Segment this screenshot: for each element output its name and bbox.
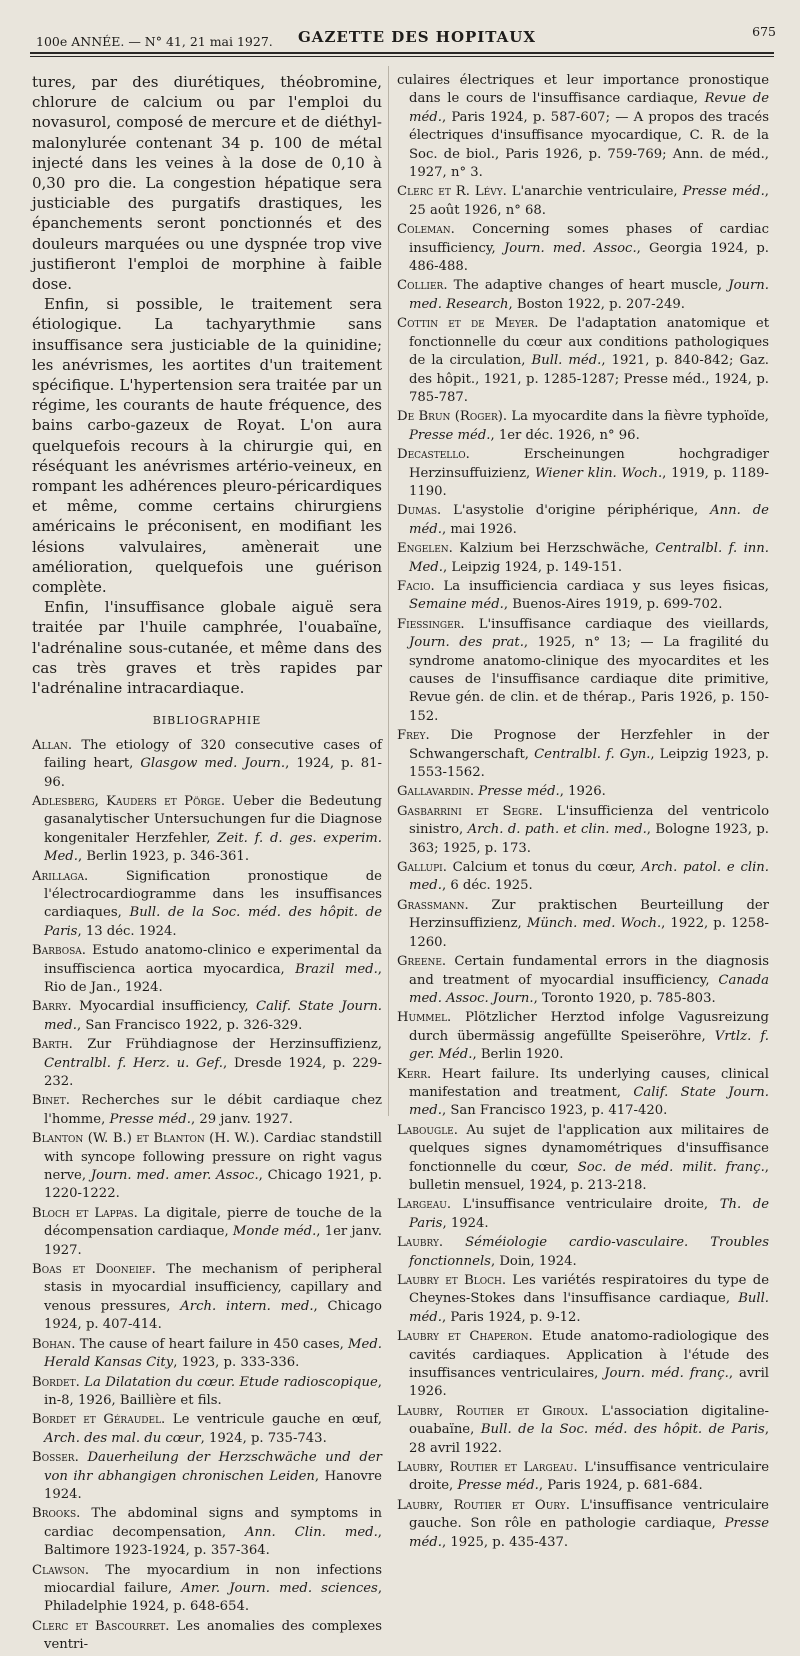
bibliography-entry bbox=[32, 1374, 382, 1411]
entry-tail: , Baltimore 1923-1924, p. 357-364. bbox=[44, 1524, 382, 1559]
entry-source: Bull. méd. bbox=[409, 1291, 769, 1325]
entry-text: De l'adaptation anatomique et fonctionnelle du cœur aux conditions pathologiques de la circulation, bbox=[409, 316, 769, 369]
entry-tail: , 1er janv. 1927. bbox=[44, 1224, 382, 1258]
entry-source: Centralbl. f. Herz. u. Gef. bbox=[44, 1055, 223, 1071]
entry-author: Gallupi. bbox=[397, 860, 447, 876]
column-divider bbox=[388, 66, 389, 1116]
header-rule bbox=[30, 52, 774, 54]
bibliography-entry bbox=[32, 1618, 382, 1655]
entry-text: Etude anatomo-radiologique des cavités cardiaques. Application à l'étude des insuffisances ventriculaires, bbox=[409, 1329, 770, 1382]
entry-source: Journ. des prat. bbox=[409, 635, 524, 651]
entry-text: La myocardite dans la fièvre typhoïde, bbox=[507, 409, 769, 425]
bibliography-entry bbox=[32, 868, 382, 942]
entry-author: Decastello. bbox=[397, 447, 470, 463]
left-column bbox=[32, 72, 382, 1656]
entry-source: Centralbl. f. inn. Med. bbox=[409, 541, 769, 575]
bibliography-entry bbox=[397, 953, 769, 1008]
entry-text: The myocardium in non infections miocardial failure, bbox=[44, 1562, 382, 1596]
entry-source: Presse méd. bbox=[478, 784, 560, 800]
bibliography-entry bbox=[32, 998, 382, 1035]
bibliography-entry bbox=[397, 221, 769, 276]
entry-author: Laubry, Routier et Largeau. bbox=[397, 1460, 578, 1476]
entry-author: Adlesberg, Kauders et Pörge. bbox=[32, 793, 226, 809]
entry-source: Journ. méd. franç. bbox=[604, 1366, 729, 1382]
entry-source: Semaine méd. bbox=[409, 597, 504, 613]
bibliography-entry bbox=[397, 502, 769, 539]
entry-source: Glasgow med. Journ. bbox=[140, 756, 286, 772]
bibliography-entry bbox=[32, 1130, 382, 1204]
entry-tail: , Rio de Jan., 1924. bbox=[44, 961, 382, 995]
entry-author: Brooks. bbox=[32, 1506, 81, 1522]
entry-tail: , Buenos-Aires 1919, p. 699-702. bbox=[503, 597, 723, 613]
entry-source: Journ. med. Research bbox=[409, 278, 769, 312]
bibliography-entry bbox=[397, 277, 769, 314]
entry-tail: , Leipzig 1924, p. 149-151. bbox=[442, 559, 623, 575]
entry-source: Bull. de la Soc. méd. des hôpit. de Paris bbox=[480, 1422, 765, 1438]
entry-author: Barbosa. bbox=[32, 943, 86, 959]
entry-text: Les variétés respiratoires du type de Cheynes-Stokes dans l'insuffisance cardiaque, bbox=[409, 1273, 770, 1307]
entry-source: Arch. des mal. du cœur bbox=[44, 1430, 201, 1446]
entry-author: Boas et Dooneief. bbox=[32, 1262, 156, 1278]
bibliography-entry bbox=[397, 1122, 769, 1196]
bibliography-entry bbox=[397, 1234, 769, 1271]
entry-source: Monde méd. bbox=[232, 1224, 317, 1240]
entry-text: L'insuffisance ventriculaire droite, bbox=[451, 1197, 720, 1213]
header-rule-thin bbox=[30, 56, 774, 57]
entry-author: Allan. bbox=[32, 737, 73, 753]
entry-author: Clerc et Bascourret. bbox=[32, 1618, 170, 1634]
entry-source: Brazil med. bbox=[295, 961, 378, 977]
entry-text: L'insuffisance ventriculaire gauche. Son rôle en pathologie cardiaque, bbox=[409, 1497, 769, 1532]
entry-tail: , 1924. bbox=[442, 1215, 489, 1231]
entry-author: Barth. bbox=[32, 1037, 73, 1053]
bibliography-entry bbox=[397, 1272, 769, 1327]
entry-author: Laubry. bbox=[397, 1235, 444, 1251]
entry-author: Laubry et Bloch. bbox=[397, 1273, 507, 1288]
entry-author: Facio. bbox=[397, 578, 435, 594]
entry-author: Gallavardin. bbox=[397, 784, 475, 800]
entry-text: L'association digitaline-ouabaïne, bbox=[409, 1403, 769, 1438]
entry-tail: , Bologne 1923, p. 363; 1925, p. 173. bbox=[409, 822, 769, 856]
entry-author: Engelen. bbox=[397, 541, 453, 557]
entry-tail: , 1924, p. 735-743. bbox=[200, 1430, 327, 1446]
entry-tail: , avril 1926. bbox=[409, 1366, 770, 1400]
body-paragraph: tures, par des diurétiques, théobromine, chlorure de calcium ou par l'emploi du novasurol, composé de mercure et de diéthyl-malonylurée contenant 34 p. 100 de métal injecté dans les veines à la dose de 0,10 à 0,30 pro die. La congestion hépatique sera justiciable des purgatifs drastiques, les épanchements seront ponctionnés et des douleurs marquées ou une dyspnée trop vive justifieront l'emploi de morphine à faible dose. bbox=[32, 73, 382, 294]
bibliography-entry bbox=[32, 1092, 382, 1129]
entry-text: Recherches sur le débit cardiaque chez l'homme, bbox=[44, 1093, 382, 1127]
entry-author: De Brun (Roger). bbox=[397, 409, 508, 425]
entry-author: Clawson. bbox=[32, 1562, 90, 1578]
entry-tail: , in-8, 1926, Baillière et fils. bbox=[44, 1374, 382, 1408]
entry-source: Münch. med. Woch. bbox=[526, 916, 662, 932]
entry-text: Kalzium bei Herzschwäche, bbox=[452, 541, 656, 557]
bibliography-entry bbox=[397, 315, 769, 407]
entry-tail: , 1919, p. 1189-1190. bbox=[409, 465, 769, 499]
entry-source: Bull. méd. bbox=[531, 353, 602, 369]
entry-source: Séméiologie cardio-vasculaire. Troubles fonctionnels bbox=[409, 1235, 769, 1269]
journal-title: GAZETTE DES HOPITAUX bbox=[298, 28, 537, 46]
entry-tail: , 1926. bbox=[559, 784, 606, 800]
bibliography-entry bbox=[32, 942, 382, 997]
bibliography-entry bbox=[397, 72, 769, 182]
entry-author: Barry. bbox=[32, 999, 72, 1015]
entry-author: Bloch et Lappas. bbox=[32, 1205, 138, 1221]
entry-author: Kerr. bbox=[397, 1066, 432, 1082]
bibliography-entry bbox=[32, 1336, 382, 1373]
entry-tail: , 1925, p. 435-437. bbox=[441, 1534, 569, 1550]
bibliography-entry bbox=[32, 1411, 382, 1448]
bibliography-entry bbox=[32, 1036, 382, 1091]
bibliography-entry bbox=[397, 1328, 769, 1402]
entry-author: Greene. bbox=[397, 954, 447, 970]
entry-tail: , mai 1926. bbox=[441, 521, 517, 537]
entry-tail: , Chicago 1921, p. 1220-1222. bbox=[44, 1168, 382, 1202]
entry-text: culaires électriques et leur importance pronostique dans le cours de l'insuffisance cardiaque, bbox=[397, 73, 769, 107]
entry-text: La insufficiencia cardiaca y sus leyes fisicas, bbox=[434, 578, 769, 594]
entry-source: Journ. med. Assoc. bbox=[503, 240, 637, 256]
entry-author: Dumas. bbox=[397, 503, 442, 519]
entry-tail: , Hanovre 1924. bbox=[44, 1468, 382, 1502]
entry-source: Calif. State Journ. med. bbox=[409, 1084, 769, 1119]
entry-author: Bosser. bbox=[32, 1450, 79, 1466]
entry-source: Bull. de la Soc. méd. des hôpit. de Paris bbox=[44, 905, 382, 939]
bibliography-entry bbox=[32, 1205, 382, 1260]
bibliography-entry bbox=[32, 1261, 382, 1335]
entry-text: Ueber die Bedeutung gasanalytischer Untersuchungen fur die Diagnose kongenitaler Herzfehler, bbox=[44, 793, 382, 846]
bibliography-entry bbox=[397, 1497, 769, 1552]
bibliography-entry bbox=[397, 859, 769, 896]
entry-text: Les anomalies des complexes ventri- bbox=[44, 1618, 383, 1653]
issue-info: 100e ANNÉE. — N° 41, 21 mai 1927. bbox=[36, 34, 273, 49]
entry-author: Cottin et de Meyer. bbox=[397, 316, 539, 332]
bibliography-entry bbox=[397, 578, 769, 615]
bibliography-entry bbox=[397, 803, 769, 858]
entry-text: L'insufficienza del ventricolo sinistro, bbox=[409, 803, 770, 838]
entry-author: Bordet et Géraudel. bbox=[32, 1412, 166, 1428]
entry-author: Arillaga. bbox=[32, 868, 89, 884]
entry-tail: , 1925, n° 13; — La fragilité du syndrome anatomo-clinique des myocardites et les causes de l'insuffisance cardiaque dite primitive, Revue gén. de clin. et de thérap., Paris 1926, p. 150-152. bbox=[409, 635, 769, 724]
bibliography-entry bbox=[397, 1403, 769, 1458]
entry-source: Ann. de méd. bbox=[409, 503, 769, 537]
entry-source: Presse méd. bbox=[409, 427, 491, 443]
entry-tail: , 13 déc. 1924. bbox=[77, 923, 177, 939]
entry-text: The etiology of 320 consecutive cases of failing heart, bbox=[44, 737, 382, 772]
page-header bbox=[36, 22, 776, 48]
entry-text: Le ventricule gauche en œuf, bbox=[165, 1412, 382, 1428]
entry-source: Presse méd. bbox=[682, 184, 765, 200]
entry-source: Med. Herald Kansas City bbox=[44, 1336, 382, 1371]
entry-source: Zeit. f. d. ges. experim. Med. bbox=[44, 830, 382, 865]
entry-source: Revue de méd. bbox=[409, 91, 769, 125]
entry-tail: , 25 août 1926, n° 68. bbox=[409, 184, 769, 218]
body-paragraph: Enfin, l'insuffisance globale aiguë sera traitée par l'huile camphrée, l'ouabaïne, l'adrénaline sous-cutanée, et même dans des cas très graves et très rapides par l'adrénaline intracardiaque. bbox=[32, 598, 382, 698]
entry-text: The adaptive changes of heart muscle, bbox=[447, 278, 729, 294]
entry-text: La digitale, pierre de touche de la décompensation cardiaque, bbox=[44, 1205, 382, 1240]
entry-text: L'insuffisance ventriculaire droite, bbox=[409, 1460, 769, 1494]
entry-author: Blanton (W. B.) et Blanton (H. W.). bbox=[32, 1131, 260, 1147]
bibliography-entry bbox=[397, 1009, 769, 1064]
entry-tail: , Paris 1924, p. 681-684. bbox=[538, 1478, 703, 1494]
entry-tail: , 6 déc. 1925. bbox=[441, 878, 533, 894]
entry-text: The mechanism of peripheral stasis in myocardial insufficiency, capillary and venous pressures, bbox=[44, 1262, 383, 1314]
entry-source: Journ. med. amer. Assoc. bbox=[90, 1168, 259, 1184]
bibliography-entry bbox=[397, 183, 769, 220]
entry-source: Arch. intern. med. bbox=[180, 1298, 314, 1314]
bibliography-entry bbox=[397, 1066, 769, 1121]
entry-source: Calif. State Journ. med. bbox=[44, 999, 382, 1033]
entry-text: Estudo anatomo-clinico e experimental da insuffiscienca aortica myocardica, bbox=[44, 943, 382, 977]
entry-tail: , Philadelphie 1924, p. 648-654. bbox=[44, 1580, 383, 1615]
body-paragraph: Enfin, si possible, le traitement sera étiologique. La tachyarythmie sans insuffisance sera justiciable de la quinidine; les anévrismes, les aortites d'un traitement spécifique. L'hypertension sera traitée par un régime, les courants de haute fréquence, des bains carbo-gazeux de Royat. L'on aura quelquefois recours à la chirurgie qui, en réséquant les anévrismes artério-veineux, en rompant les adhérences pleuro-péricardiques et même, comme certains chirurgiens américains le préconisent, en modifiant les lésions valvulaires, amènerait une amélioration, quelquefois une guérison complète. bbox=[32, 295, 382, 597]
entry-tail: , Berlin 1923, p. 346-361. bbox=[77, 849, 250, 865]
entry-author: Frey. bbox=[397, 728, 430, 744]
entry-source: Presse méd. bbox=[457, 1478, 539, 1494]
bibliography-entry bbox=[32, 737, 382, 792]
bibliography-entry bbox=[32, 793, 382, 867]
bibliography-entry bbox=[32, 1449, 382, 1504]
entry-source: Vrtlz. f. ger. Méd. bbox=[409, 1028, 769, 1063]
entry-tail: , 1923, p. 333-336. bbox=[173, 1355, 300, 1371]
entry-text bbox=[79, 1450, 88, 1465]
entry-source: Centralbl. f. Gyn. bbox=[534, 746, 651, 762]
bibliography-entry bbox=[397, 540, 769, 577]
bibliography-heading: BIBLIOGRAPHIE bbox=[152, 714, 262, 728]
right-column bbox=[397, 72, 769, 1553]
entry-author: Clerc et R. Lévy. bbox=[397, 184, 507, 200]
entry-author: Laubry et Chaperon. bbox=[397, 1329, 533, 1345]
bibliography-entry bbox=[397, 616, 769, 726]
entry-author: Gasbarrini et Segre. bbox=[397, 803, 543, 819]
entry-author: Largeau. bbox=[397, 1197, 452, 1213]
entry-text: Erscheinungen hochgradiger Herzinsuffuizienz, bbox=[409, 447, 769, 481]
entry-source: Wiener klin. Woch. bbox=[534, 465, 663, 481]
bibliography-entry bbox=[397, 408, 769, 445]
entry-author: Laubry, Routier et Oury. bbox=[397, 1497, 570, 1513]
entry-tail: , San Francisco 1922, p. 326-329. bbox=[76, 1017, 303, 1033]
entry-text: The cause of heart failure in 450 cases, bbox=[75, 1336, 349, 1352]
entry-text: Zur praktischen Beurteillung der Herzinsuffizienz, bbox=[409, 897, 769, 932]
entry-text: Calcium et tonus du cœur, bbox=[446, 860, 642, 876]
bibliography-entry bbox=[32, 1505, 382, 1560]
entry-text bbox=[443, 1235, 465, 1250]
entry-tail: , Dresde 1924, p. 229-232. bbox=[44, 1055, 382, 1090]
bibliography-entry bbox=[397, 897, 769, 952]
entry-text: Heart failure. Its underlying causes, clinical manifestation and treatment, bbox=[409, 1066, 769, 1100]
entry-text: Signification pronostique de l'électrocardiogramme dans les insuffisances cardiaques, bbox=[44, 868, 382, 921]
entry-author: Coleman. bbox=[397, 222, 455, 238]
entry-source: Th. de Paris bbox=[409, 1197, 770, 1231]
entry-tail: , Doin, 1924. bbox=[490, 1253, 577, 1269]
entry-text: Myocardial insufficiency, bbox=[71, 999, 257, 1015]
entry-tail: , Georgia 1924, p. 486-488. bbox=[409, 240, 769, 275]
entry-tail: , Paris 1924, p. 9-12. bbox=[441, 1309, 581, 1325]
entry-text: L'asystolie d'origine périphérique, bbox=[441, 503, 711, 519]
entry-source: Arch. d. path. et clin. med. bbox=[467, 822, 647, 838]
entry-source: Dauerheilung der Herzschwäche und der von ihr abhangigen chronischen Leiden bbox=[44, 1450, 382, 1484]
entry-text: Cardiac standstill with syncope following pressure on right vagus nerve, bbox=[44, 1131, 382, 1184]
entry-source: Canada med. Assoc. Journ. bbox=[409, 972, 769, 1006]
entry-author: Bordet. bbox=[32, 1374, 80, 1390]
bibliography-entry bbox=[397, 1459, 769, 1496]
entry-text: Concerning somes phases of cardiac insufficiency, bbox=[409, 222, 769, 256]
entry-source: Arch. patol. e clin. med. bbox=[409, 860, 769, 894]
entry-author: Binet. bbox=[32, 1093, 70, 1109]
bibliography-entry bbox=[397, 783, 769, 801]
bibliography-entry bbox=[397, 446, 769, 501]
entry-text: L'insuffisance cardiaque des vieillards, bbox=[464, 616, 769, 632]
entry-author: Collier. bbox=[397, 278, 448, 294]
entry-text: L'anarchie ventriculaire, bbox=[506, 184, 683, 200]
entry-source: Amer. Journ. med. sciences bbox=[181, 1580, 378, 1596]
entry-author: Labougle. bbox=[397, 1122, 458, 1138]
entry-tail: , 1922, p. 1258-1260. bbox=[409, 916, 769, 950]
entry-text: Au sujet de l'application aux militaires de quelques signes dynamométriques d'insuffisance fonctionnelle du cœur, bbox=[409, 1122, 769, 1175]
entry-author: Bohan. bbox=[32, 1336, 76, 1352]
entry-source: Soc. de méd. milit. franç. bbox=[577, 1159, 765, 1175]
bibliography-entry bbox=[397, 727, 769, 782]
entry-source: La Dilatation du cœur. Etude radioscopique bbox=[84, 1374, 378, 1390]
entry-tail: , Chicago 1924, p. 407-414. bbox=[44, 1298, 382, 1333]
entry-tail: , 1924, p. 81-96. bbox=[44, 756, 382, 790]
entry-tail: , bulletin mensuel, 1924, p. 213-218. bbox=[409, 1159, 769, 1193]
entry-text: Die Prognose der Herzfehler in der Schwangerschaft, bbox=[409, 728, 769, 762]
entry-text: Plötzlicher Herztod infolge Vagusreizung durch übermässig angefüllte Speiseröhre, bbox=[409, 1010, 769, 1044]
entry-tail: , Paris 1924, p. 587-607; — A propos des tracés électriques d'insuffisance myocardique, C. R. de la Soc. de biol., Paris 1926, p. 759-769; Ann. de méd., 1927, n° 3. bbox=[409, 109, 769, 181]
entry-tail: , Berlin 1920. bbox=[472, 1047, 564, 1063]
entry-tail: , 1er déc. 1926, n° 96. bbox=[490, 427, 640, 443]
entry-author: Hummel. bbox=[397, 1010, 452, 1026]
bibliography-list-right bbox=[397, 72, 769, 1552]
entry-author: Laubry, Routier et Giroux. bbox=[397, 1403, 589, 1419]
entry-source: Ann. Clin. med. bbox=[245, 1524, 378, 1540]
page-number: 675 bbox=[752, 24, 776, 39]
entry-tail: , Leipzig 1923, p. 1553-1562. bbox=[409, 746, 769, 781]
bibliography-entry bbox=[32, 1562, 382, 1617]
bibliography-list-left bbox=[32, 737, 382, 1655]
entry-tail: , 29 janv. 1927. bbox=[190, 1111, 293, 1127]
entry-tail: , Toronto 1920, p. 785-803. bbox=[533, 990, 716, 1006]
entry-text: Certain fundamental errors in the diagnosis and treatment of myocardial insufficiency, bbox=[409, 954, 769, 988]
entry-source: Presse méd. bbox=[409, 1516, 769, 1550]
entry-text: The abdominal signs and symptoms in cardiac decompensation, bbox=[44, 1506, 382, 1540]
entry-author: Fiessinger. bbox=[397, 616, 465, 632]
entry-tail: , Boston 1922, p. 207-249. bbox=[508, 296, 685, 312]
entry-text: Zur Frühdiagnose der Herzinsuffizienz, bbox=[72, 1037, 382, 1053]
entry-source: Presse méd. bbox=[109, 1111, 191, 1127]
entry-tail: , 1921, p. 840-842; Gaz. des hôpit., 1921, p. 1285-1287; Presse méd., 1924, p. 785-787. bbox=[409, 353, 769, 405]
entry-author: Grassmann. bbox=[397, 897, 469, 913]
bibliography-entry bbox=[397, 1196, 769, 1233]
entry-tail: , 28 avril 1922. bbox=[409, 1422, 770, 1456]
entry-tail: , San Francisco 1923, p. 417-420. bbox=[441, 1103, 668, 1119]
